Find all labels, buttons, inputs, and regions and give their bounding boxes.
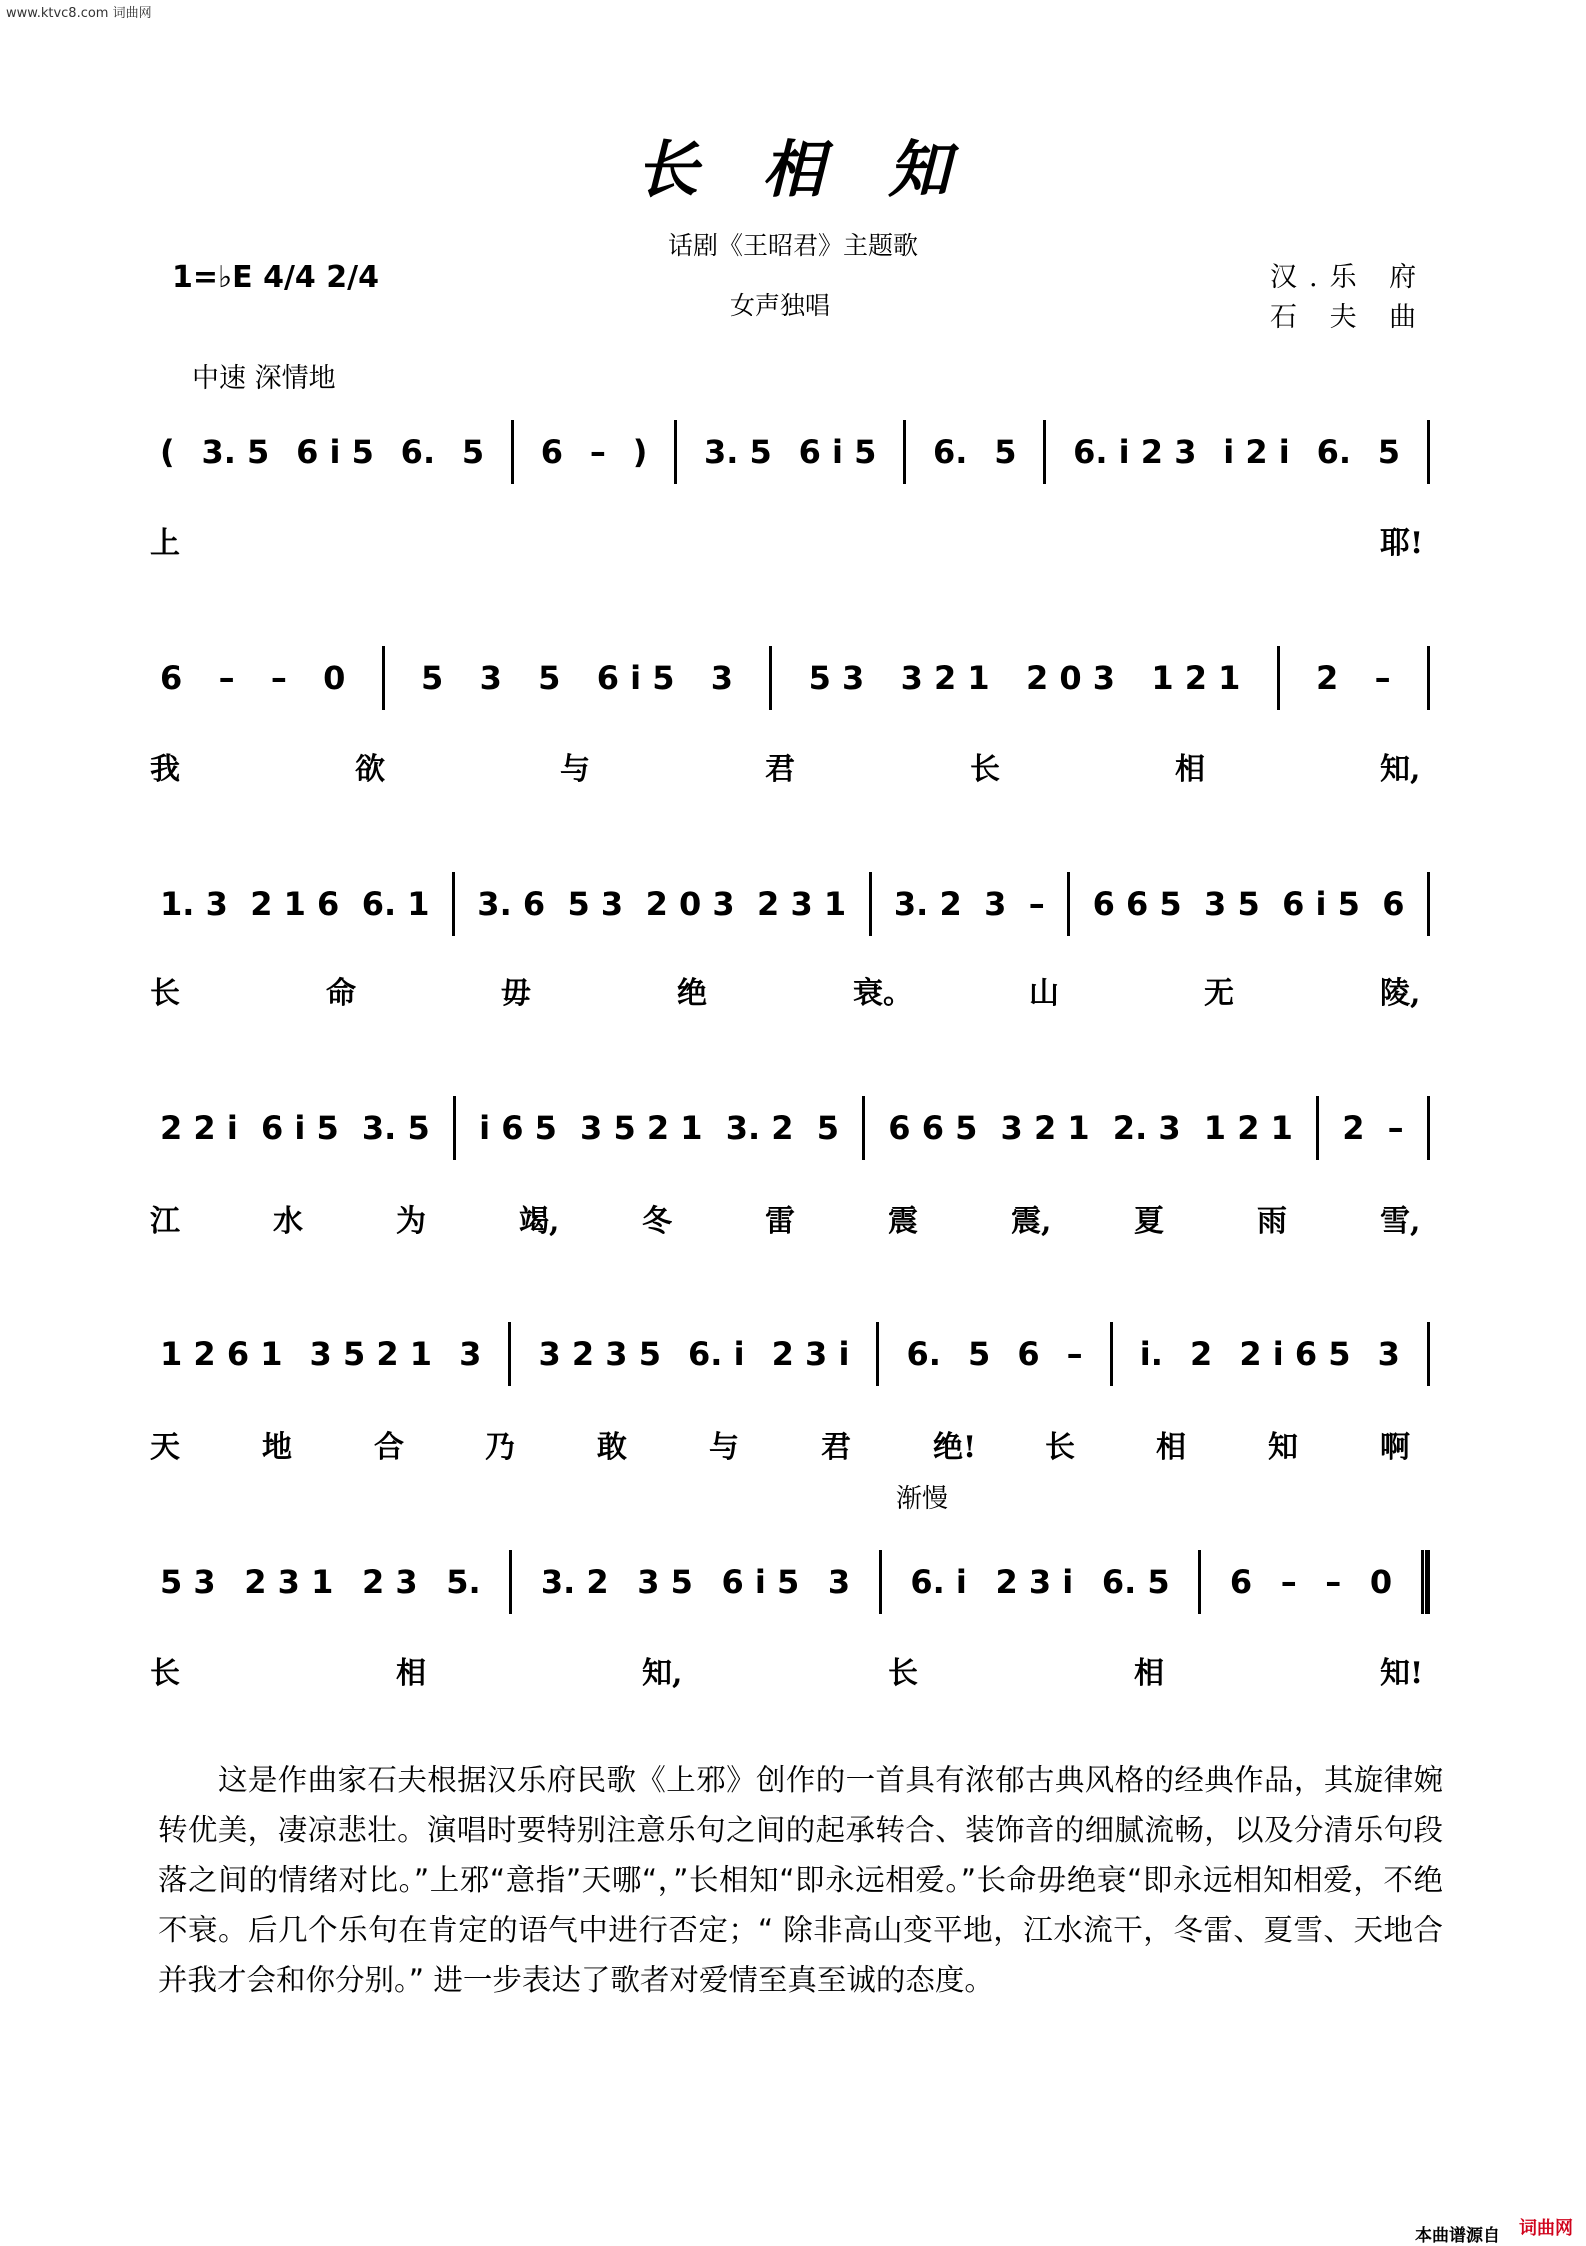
- note-group: 6: [1382, 885, 1405, 923]
- note-group: (: [160, 433, 175, 471]
- note-group: 2 3 i: [995, 1563, 1074, 1601]
- score-line-1: [150, 418, 1440, 498]
- note-group: 1 2 1: [1203, 1109, 1293, 1147]
- lyric-word: 长: [888, 1656, 918, 1691]
- lyric-word: 陵,: [1380, 976, 1421, 1011]
- note-group: 6.: [1316, 433, 1351, 471]
- note-group: –: [1280, 1563, 1297, 1601]
- note-group: 5: [1377, 433, 1401, 471]
- song-subtitle: 话剧《王昭君》主题歌: [667, 231, 918, 260]
- note-group: 2: [1189, 1335, 1213, 1373]
- score-line-2: [150, 644, 1440, 724]
- note-group: 6.: [932, 433, 968, 471]
- barline: [1427, 1322, 1430, 1386]
- lyric-word: 山: [1029, 976, 1059, 1011]
- barline: [1110, 1322, 1113, 1386]
- note-group: 3: [827, 1563, 851, 1601]
- lyric-word: 相: [1156, 1430, 1186, 1465]
- note-group: 2 3 1: [757, 885, 847, 923]
- tempo-change: 渐慢: [896, 1484, 949, 1514]
- note-group: –: [270, 659, 287, 697]
- lyric-word: 雨: [1257, 1204, 1287, 1239]
- note-group: 6 i 5: [296, 433, 374, 471]
- note-group: 6.: [906, 1335, 941, 1373]
- note-group: i.: [1139, 1335, 1163, 1373]
- note-group: 6. i: [910, 1563, 967, 1601]
- footer-source: 本曲谱源自: [1415, 2226, 1500, 2246]
- lyric-word: 君: [765, 752, 795, 787]
- note-group: –: [218, 659, 235, 697]
- site-url[interactable]: www.ktvc8.com 词曲网: [6, 6, 152, 21]
- lyric-word: 合: [374, 1430, 404, 1465]
- barline: [508, 1322, 511, 1386]
- lyric-word: 长: [150, 1656, 180, 1691]
- lyric-line-4: [150, 1196, 1440, 1239]
- note-group: 5 3: [160, 1563, 216, 1601]
- barline: [1043, 420, 1046, 484]
- note-group: 6: [1229, 1563, 1253, 1601]
- note-group: 3 2 1: [1000, 1109, 1090, 1147]
- note-group: ): [632, 433, 648, 471]
- note-group: i 6 5: [479, 1109, 557, 1147]
- final-barline: [1421, 1550, 1430, 1614]
- note-group: 6.: [400, 433, 436, 471]
- score-notes: [150, 874, 1440, 934]
- barline: [879, 1550, 882, 1614]
- lyric-word: 我: [150, 752, 180, 787]
- composer: 石 夫 曲: [1270, 302, 1429, 333]
- lyric-word: 绝: [677, 976, 707, 1011]
- note-group: 3: [459, 1335, 482, 1373]
- barline: [769, 646, 772, 710]
- note-group: 5 3: [567, 885, 624, 923]
- note-group: 3 5 2 1: [580, 1109, 703, 1147]
- note-group: 6 6 5: [888, 1109, 978, 1147]
- note-group: –: [589, 433, 606, 471]
- note-group: 1 2 1: [1151, 659, 1241, 697]
- lyric-word: 为: [396, 1204, 426, 1239]
- note-group: 1. 3: [160, 885, 228, 923]
- lyric-word: 上: [150, 526, 180, 561]
- note-group: –: [1028, 885, 1045, 923]
- lyric-word: 与: [709, 1430, 739, 1465]
- lyric-word: 长: [970, 752, 1000, 787]
- note-group: 2 2 i: [160, 1109, 238, 1147]
- lyric-word: 雪,: [1380, 1204, 1421, 1239]
- note-group: 3. 2: [540, 1563, 609, 1601]
- note-group: 6. i: [688, 1335, 745, 1373]
- lyric-word: 无: [1204, 976, 1234, 1011]
- lyric-word: 长: [1045, 1430, 1075, 1465]
- lyric-word: 江: [150, 1204, 180, 1239]
- note-group: 3 5 2 1: [309, 1335, 433, 1373]
- lyric-word: 竭,: [519, 1204, 560, 1239]
- note-group: 6 6 5: [1092, 885, 1182, 923]
- note-group: 2: [1316, 659, 1339, 697]
- description-paragraph: 这是作曲家石夫根据汉乐府民歌《上邪》创作的一首具有浓郁古典风格的经典作品，其旋律婉转优美，凄凉悲壮。演唱时要特别注意乐句之间的起承转合、装饰音的细腻流畅，以及分清乐句段落之间的情绪对比。”上邪“意指”天哪“，”长相知“即永远相爱。”长命毋绝衰“即永远相知相爱，不绝不衰。后几个乐句在肯定的语气中进行否定；“ 除非高山变平地，江水流干，冬雷、夏雪、天地合并我才会和你分别。” 进一步表达了歌者对爱情至真至诚的态度。: [158, 1763, 1443, 1997]
- note-group: 5.: [446, 1563, 481, 1601]
- note-group: 3: [710, 659, 734, 697]
- barline: [1427, 420, 1430, 484]
- lyric-word: 知,: [1380, 752, 1421, 787]
- barline: [509, 1550, 512, 1614]
- barline: [511, 420, 514, 484]
- note-group: –: [1387, 1109, 1404, 1147]
- note-group: 3 5: [637, 1563, 693, 1601]
- note-group: 3 2 1: [900, 659, 990, 697]
- note-group: 6 i 5: [721, 1563, 800, 1601]
- note-group: 2 0 3: [645, 885, 735, 923]
- note-group: 1 2 6 1: [160, 1335, 283, 1373]
- lyric-word: 相: [396, 1656, 426, 1691]
- barline: [1198, 1550, 1201, 1614]
- lyric-word: 相: [1134, 1656, 1164, 1691]
- score-line-4: [150, 1094, 1440, 1174]
- note-group: 5: [816, 1109, 839, 1147]
- note-group: 2 i 6 5: [1239, 1335, 1351, 1373]
- footer-logo[interactable]: 词曲网: [1506, 2212, 1586, 2245]
- lyric-word: 震,: [1011, 1204, 1052, 1239]
- lyric-word: 知!: [1380, 1656, 1424, 1691]
- lyric-word: 衰。: [853, 976, 913, 1011]
- note-group: 5: [421, 659, 444, 697]
- lyric-word: 震: [888, 1204, 918, 1239]
- lyric-word: 耶!: [1380, 526, 1424, 561]
- barline: [1067, 872, 1070, 936]
- note-group: 5: [538, 659, 561, 697]
- barline: [1277, 646, 1280, 710]
- note-group: 3. 5: [361, 1109, 430, 1147]
- score-notes: [150, 422, 1440, 482]
- note-group: 2 1 6: [250, 885, 340, 923]
- note-group: 6 i 5: [798, 433, 877, 471]
- note-group: 3. 5: [703, 433, 772, 471]
- barline: [1427, 872, 1430, 936]
- lyric-word: 毋: [501, 976, 531, 1011]
- lyric-word: 冬: [642, 1204, 672, 1239]
- barline: [862, 1096, 865, 1160]
- key-signature: 1=♭E 4/4 2/4: [172, 260, 379, 295]
- note-group: 5 3: [808, 659, 865, 697]
- note-group: 3: [1377, 1335, 1400, 1373]
- note-group: i 2 i: [1223, 433, 1290, 471]
- lyric-line-1: [150, 518, 1440, 561]
- note-group: –: [1374, 659, 1391, 697]
- score-line-5: [150, 1320, 1440, 1400]
- note-group: 0: [1369, 1563, 1393, 1601]
- score-notes: [150, 648, 1440, 708]
- lyric-line-3: [150, 968, 1440, 1011]
- lyric-word: 命: [326, 976, 356, 1011]
- note-group: 3 5: [1204, 885, 1260, 923]
- note-group: 6 i 5: [260, 1109, 339, 1147]
- lyric-word: 知: [1268, 1430, 1298, 1465]
- barline: [1427, 1096, 1430, 1160]
- credits: [1270, 258, 1428, 338]
- note-group: 2 3 1: [244, 1563, 334, 1601]
- note-group: 2 3: [361, 1563, 418, 1601]
- note-group: 3. 6: [477, 885, 546, 923]
- tempo-marking: 中速 深情地: [192, 363, 336, 394]
- note-group: 5: [994, 433, 1017, 471]
- barline: [876, 1322, 879, 1386]
- score-notes: [150, 1324, 1440, 1384]
- lyric-word: 相: [1175, 752, 1205, 787]
- lyric-word: 乃: [485, 1430, 515, 1465]
- barline: [869, 872, 872, 936]
- lyric-word: 长: [150, 976, 180, 1011]
- note-group: 6 i 5: [596, 659, 675, 697]
- barline: [452, 872, 455, 936]
- note-group: 0: [323, 659, 346, 697]
- note-group: –: [1325, 1563, 1342, 1601]
- lyric-word: 水: [273, 1204, 303, 1239]
- lyric-word: 天: [150, 1430, 180, 1465]
- note-group: 3: [479, 659, 502, 697]
- lyric-word: 与: [560, 752, 590, 787]
- score-line-3: [150, 870, 1440, 950]
- note-group: 3: [984, 885, 1007, 923]
- score-notes: [150, 1098, 1440, 1158]
- score-notes: [150, 1552, 1440, 1612]
- note-group: 6: [1017, 1335, 1040, 1373]
- note-group: 5: [461, 433, 485, 471]
- lyric-line-2: [150, 744, 1440, 787]
- note-group: 3. 5: [201, 433, 270, 471]
- barline: [903, 420, 906, 484]
- barline: [1316, 1096, 1319, 1160]
- lyric-word: 欲: [355, 752, 385, 787]
- lyric-word: 夏: [1134, 1204, 1164, 1239]
- note-group: 2. 3: [1112, 1109, 1181, 1147]
- lyricist: 汉.乐 府: [1270, 262, 1429, 293]
- lyric-word: 啊: [1380, 1430, 1410, 1465]
- lyric-line-6: [150, 1648, 1440, 1691]
- note-group: 6: [160, 659, 183, 697]
- note-group: 6. 5: [1101, 1563, 1170, 1601]
- song-title: 长相知: [635, 133, 1014, 206]
- note-group: –: [1066, 1335, 1083, 1373]
- note-group: 6. i 2 3: [1073, 433, 1197, 471]
- note-group: 2 3 i: [771, 1335, 850, 1373]
- note-group: 6. 1: [361, 885, 430, 923]
- lyric-word: 雷: [765, 1204, 795, 1239]
- note-group: 2: [1342, 1109, 1365, 1147]
- barline: [382, 646, 385, 710]
- note-group: 6 i 5: [1282, 885, 1360, 923]
- lyric-word: 地: [262, 1430, 292, 1465]
- note-group: 3. 2: [725, 1109, 794, 1147]
- lyric-word: 君: [821, 1430, 851, 1465]
- lyric-line-5: [150, 1422, 1440, 1465]
- note-group: 3. 2: [893, 885, 962, 923]
- barline: [453, 1096, 456, 1160]
- lyric-word: 知,: [642, 1656, 683, 1691]
- score-line-6: [150, 1548, 1440, 1628]
- note-group: 2 0 3: [1025, 659, 1116, 697]
- voice-type: 女声独唱: [730, 291, 831, 320]
- lyric-word: 绝!: [933, 1430, 977, 1465]
- note-group: 3 2 3 5: [538, 1335, 661, 1373]
- lyric-word: 敢: [597, 1430, 627, 1465]
- note-group: 6: [540, 433, 564, 471]
- barline: [674, 420, 677, 484]
- note-group: 5: [968, 1335, 991, 1373]
- barline: [1427, 646, 1430, 710]
